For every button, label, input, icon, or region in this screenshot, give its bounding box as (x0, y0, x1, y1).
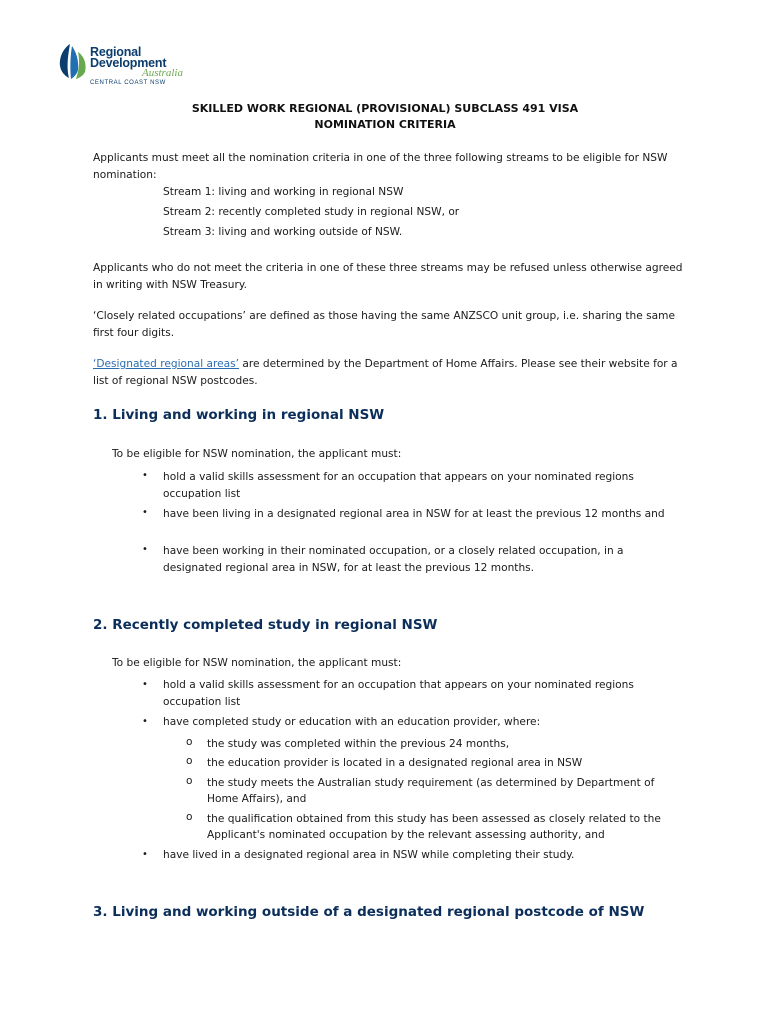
sub-bullet-glyph: o (186, 736, 193, 748)
bullet-glyph: • (142, 679, 148, 690)
logo-line-regional: Regional (90, 45, 142, 59)
section-2-sub-bullet-3: the study meets the Australian study requirement (as determined by Department of Home Affairs), and (207, 777, 655, 805)
section-1-heading: 1. Living and working in regional NSW (93, 407, 385, 423)
stream-2: Stream 2: recently completed study in regional NSW, or (163, 206, 460, 218)
stream-3: Stream 3: living and working outside of NSW. (163, 226, 403, 238)
bullet-glyph: • (142, 507, 148, 518)
section-1-bullet-2: have been living in a designated regional area in NSW for at least the previous 12 months and (163, 508, 665, 520)
intro-paragraph: Applicants must meet all the nomination criteria in one of the three following streams to be eligible for NSW nomination: (93, 152, 668, 181)
logo-emblem-icon (56, 42, 90, 82)
section-1-bullet-1: hold a valid skills assessment for an occupation that appears on your nominated regions occupation list (163, 471, 634, 500)
logo-line-central-coast: CENTRAL COAST NSW (90, 80, 166, 86)
stream-1: Stream 1: living and working in regional NSW (163, 186, 404, 198)
section-2-lead: To be eligible for NSW nomination, the applicant must: (112, 657, 402, 669)
section-2-sub-bullet-1: the study was completed within the previous 24 months, (207, 738, 510, 750)
bullet-glyph: • (142, 716, 148, 727)
designated-areas-text: are determined by the Department of Home Affairs. Please see their website for a list of regional NSW postcodes. (93, 358, 678, 387)
sub-bullet-glyph: o (186, 755, 193, 767)
logo-line-australia: Australia (142, 67, 183, 79)
designated-areas-paragraph (93, 356, 683, 389)
section-3-heading: 3. Living and working outside of a designated regional postcode of NSW (93, 904, 645, 920)
bullet-glyph: • (142, 849, 148, 860)
section-2-bullet-3: have lived in a designated regional area in NSW while completing their study. (163, 849, 575, 861)
section-2-bullet-2: have completed study or education with an education provider, where: (163, 716, 541, 728)
bullet-glyph: • (142, 470, 148, 481)
logo-line-development: Development (90, 56, 167, 70)
sub-bullet-glyph: o (186, 811, 193, 823)
section-2-sub-bullet-2: the education provider is located in a designated regional area in NSW (207, 757, 583, 769)
bullet-glyph: • (142, 544, 148, 555)
document-title-line2: NOMINATION CRITERIA (314, 118, 456, 131)
refusal-paragraph: Applicants who do not meet the criteria in one of these three streams may be refused unless otherwise agreed in writing with NSW Treasury. (93, 262, 683, 291)
designated-regional-areas-link[interactable]: ‘Designated regional areas’ (93, 358, 240, 370)
section-2-sub-bullet-4: the qualification obtained from this study has been assessed as closely related to the Applicant's nominated occupation by the relevant assessing authority, and (207, 813, 661, 841)
section-2-bullet-1: hold a valid skills assessment for an occupation that appears on your nominated regions occupation list (163, 679, 634, 708)
regional-development-logo (56, 42, 183, 90)
sub-bullet-glyph: o (186, 775, 193, 787)
document-title-line1: SKILLED WORK REGIONAL (PROVISIONAL) SUBCLASS 491 VISA (191, 102, 579, 115)
closely-related-paragraph: ‘Closely related occupations’ are defined as those having the same ANZSCO unit group, i.e. sharing the same first four digits. (93, 310, 675, 339)
section-1-bullet-3: have been working in their nominated occupation, or a closely related occupation, in a designated regional area in NSW, for at least the previous 12 months. (163, 545, 624, 574)
section-2-heading: 2. Recently completed study in regional NSW (93, 617, 438, 633)
section-1-lead: To be eligible for NSW nomination, the applicant must: (112, 448, 402, 460)
